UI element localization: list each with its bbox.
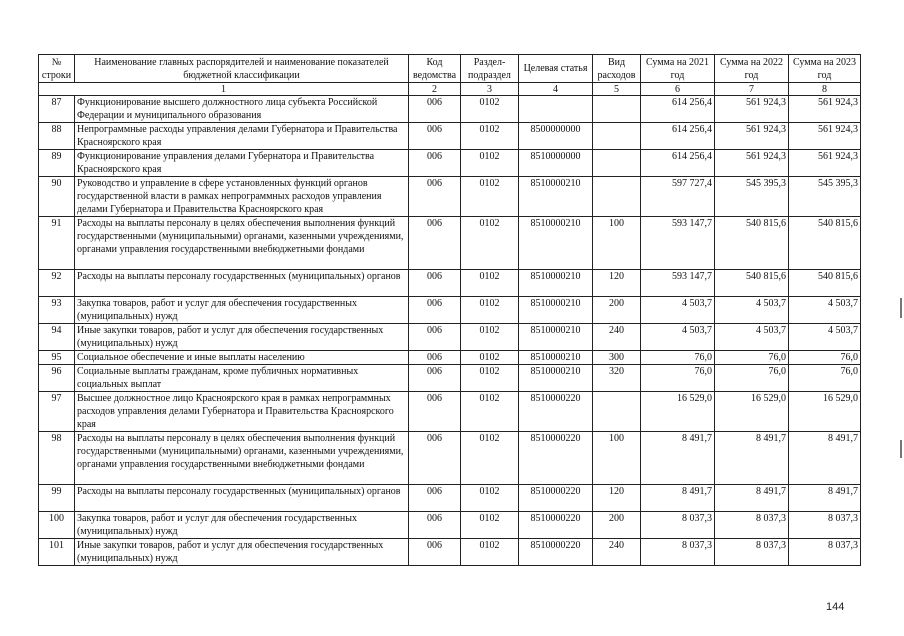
cell-sum-2022: 540 815,6 xyxy=(715,217,789,270)
cell-sum-2022: 4 503,7 xyxy=(715,297,789,324)
cell-name: Закупка товаров, работ и услуг для обеспечения государственных (муниципальных) нужд xyxy=(75,297,409,324)
table-header xyxy=(39,55,861,96)
cell-sum-2023: 4 503,7 xyxy=(789,297,861,324)
cell-row-no: 90 xyxy=(39,177,75,217)
cell-vr xyxy=(593,150,641,177)
cell-row-no: 98 xyxy=(39,432,75,485)
cell-name: Расходы на выплаты персоналу государственных (муниципальных) органов xyxy=(75,485,409,512)
cell-row-no: 96 xyxy=(39,365,75,392)
cell-vr xyxy=(593,392,641,432)
cell-razd: 0102 xyxy=(461,270,519,297)
cell-row-no: 99 xyxy=(39,485,75,512)
cell-ved: 006 xyxy=(409,324,461,351)
budget-table xyxy=(38,54,861,566)
cell-cs: 8510000210 xyxy=(519,351,593,365)
cell-row-no: 97 xyxy=(39,392,75,432)
cell-ved: 006 xyxy=(409,123,461,150)
cell-cs: 8510000220 xyxy=(519,539,593,566)
cell-sum-2022: 8 491,7 xyxy=(715,432,789,485)
cell-ved: 006 xyxy=(409,297,461,324)
cell-razd: 0102 xyxy=(461,150,519,177)
table-row xyxy=(39,539,861,566)
cell-row-no: 94 xyxy=(39,324,75,351)
cell-name: Закупка товаров, работ и услуг для обеспечения государственных (муниципальных) нужд xyxy=(75,512,409,539)
cell-sum-2021: 614 256,4 xyxy=(641,96,715,123)
cell-sum-2022: 76,0 xyxy=(715,351,789,365)
cell-cs: 8510000210 xyxy=(519,217,593,270)
header-name: Наименование главных распорядителей и наименование показателей бюджетной классификации xyxy=(75,55,409,83)
cell-name: Иные закупки товаров, работ и услуг для обеспечения государственных (муниципальных) нужд xyxy=(75,539,409,566)
cell-sum-2023: 16 529,0 xyxy=(789,392,861,432)
cell-name: Расходы на выплаты персоналу государственных (муниципальных) органов xyxy=(75,270,409,297)
table-row xyxy=(39,324,861,351)
cell-ved: 006 xyxy=(409,392,461,432)
cell-name: Социальные выплаты гражданам, кроме публичных нормативных социальных выплат xyxy=(75,365,409,392)
cell-sum-2022: 8 037,3 xyxy=(715,539,789,566)
cell-vr: 100 xyxy=(593,432,641,485)
cell-sum-2021: 4 503,7 xyxy=(641,297,715,324)
cell-row-no: 100 xyxy=(39,512,75,539)
cell-cs: 8510000210 xyxy=(519,270,593,297)
cell-row-no: 95 xyxy=(39,351,75,365)
cell-ved: 006 xyxy=(409,351,461,365)
cell-razd: 0102 xyxy=(461,351,519,365)
cell-row-no: 87 xyxy=(39,96,75,123)
cell-ved: 006 xyxy=(409,432,461,485)
table-row xyxy=(39,123,861,150)
cell-sum-2022: 4 503,7 xyxy=(715,324,789,351)
cell-vr xyxy=(593,96,641,123)
column-number: 1 xyxy=(39,83,409,96)
cell-sum-2022: 561 924,3 xyxy=(715,150,789,177)
cell-cs: 8510000210 xyxy=(519,297,593,324)
cell-sum-2022: 540 815,6 xyxy=(715,270,789,297)
cell-cs: 8510000210 xyxy=(519,324,593,351)
cell-ved: 006 xyxy=(409,150,461,177)
header-row-no: № строки xyxy=(39,55,75,83)
cell-sum-2023: 8 037,3 xyxy=(789,539,861,566)
column-number: 5 xyxy=(593,83,641,96)
cell-sum-2022: 76,0 xyxy=(715,365,789,392)
cell-sum-2021: 614 256,4 xyxy=(641,150,715,177)
cell-cs: 8510000220 xyxy=(519,392,593,432)
cell-cs: 8510000220 xyxy=(519,432,593,485)
cell-cs: 8510000210 xyxy=(519,177,593,217)
table-row xyxy=(39,512,861,539)
header-sum-2021: Сумма на 2021 год xyxy=(641,55,715,83)
cell-vr: 120 xyxy=(593,270,641,297)
cell-sum-2023: 76,0 xyxy=(789,365,861,392)
cell-sum-2021: 597 727,4 xyxy=(641,177,715,217)
cell-row-no: 88 xyxy=(39,123,75,150)
cell-ved: 006 xyxy=(409,217,461,270)
cell-sum-2022: 561 924,3 xyxy=(715,96,789,123)
cell-name: Иные закупки товаров, работ и услуг для обеспечения государственных (муниципальных) нужд xyxy=(75,324,409,351)
cell-cs: 8510000210 xyxy=(519,365,593,392)
page-number: 144 xyxy=(826,601,845,613)
cell-row-no: 101 xyxy=(39,539,75,566)
table-row xyxy=(39,365,861,392)
cell-name: Непрограммные расходы управления делами Губернатора и Правительства Красноярского края xyxy=(75,123,409,150)
cell-razd: 0102 xyxy=(461,96,519,123)
cell-vr: 300 xyxy=(593,351,641,365)
cell-cs: 8510000000 xyxy=(519,150,593,177)
cell-vr: 240 xyxy=(593,324,641,351)
cell-sum-2022: 545 395,3 xyxy=(715,177,789,217)
cell-sum-2022: 561 924,3 xyxy=(715,123,789,150)
column-number: 6 xyxy=(641,83,715,96)
cell-cs xyxy=(519,96,593,123)
cell-vr: 200 xyxy=(593,512,641,539)
table-row xyxy=(39,270,861,297)
cell-razd: 0102 xyxy=(461,512,519,539)
cell-cs: 8500000000 xyxy=(519,123,593,150)
cell-sum-2023: 540 815,6 xyxy=(789,270,861,297)
cell-vr xyxy=(593,177,641,217)
column-number: 3 xyxy=(461,83,519,96)
cell-vr: 120 xyxy=(593,485,641,512)
header-vr: Вид расходов xyxy=(593,55,641,83)
cell-razd: 0102 xyxy=(461,123,519,150)
cell-name: Руководство и управление в сфере установленных функций органов государственной власти в рамках непрограммных расходов управления делами Губернатора и Правительства Красноярского края xyxy=(75,177,409,217)
cell-ved: 006 xyxy=(409,512,461,539)
table-row xyxy=(39,150,861,177)
table-row xyxy=(39,392,861,432)
cell-name: Расходы на выплаты персоналу в целях обеспечения выполнения функций государственными (муниципальными) органами, казенными учреждениями, органами управления государственными внебюджетными фондами xyxy=(75,432,409,485)
cell-sum-2022: 8 491,7 xyxy=(715,485,789,512)
cell-razd: 0102 xyxy=(461,392,519,432)
cell-razd: 0102 xyxy=(461,485,519,512)
cell-sum-2021: 593 147,7 xyxy=(641,270,715,297)
cell-sum-2021: 16 529,0 xyxy=(641,392,715,432)
cell-sum-2021: 8 037,3 xyxy=(641,512,715,539)
cell-name: Функционирование управления делами Губернатора и Правительства Красноярского края xyxy=(75,150,409,177)
cell-sum-2023: 561 924,3 xyxy=(789,150,861,177)
table-row xyxy=(39,96,861,123)
cell-row-no: 91 xyxy=(39,217,75,270)
cell-name: Расходы на выплаты персоналу в целях обеспечения выполнения функций государственными (муниципальными) органами, казенными учреждениями, органами управления государственными внебюджетными фондами xyxy=(75,217,409,270)
cell-sum-2023: 545 395,3 xyxy=(789,177,861,217)
column-number: 7 xyxy=(715,83,789,96)
table-row xyxy=(39,351,861,365)
cell-vr: 240 xyxy=(593,539,641,566)
cell-sum-2021: 76,0 xyxy=(641,351,715,365)
column-number: 8 xyxy=(789,83,861,96)
cell-sum-2021: 76,0 xyxy=(641,365,715,392)
cell-ved: 006 xyxy=(409,177,461,217)
header-ved: Код ведомства xyxy=(409,55,461,83)
cell-ved: 006 xyxy=(409,539,461,566)
cell-sum-2021: 4 503,7 xyxy=(641,324,715,351)
cell-vr: 100 xyxy=(593,217,641,270)
cell-razd: 0102 xyxy=(461,324,519,351)
table-row xyxy=(39,297,861,324)
cell-cs: 8510000220 xyxy=(519,485,593,512)
cell-razd: 0102 xyxy=(461,365,519,392)
cell-vr: 200 xyxy=(593,297,641,324)
cell-row-no: 93 xyxy=(39,297,75,324)
header-sum-2022: Сумма на 2022 год xyxy=(715,55,789,83)
cell-ved: 006 xyxy=(409,485,461,512)
cell-sum-2023: 8 037,3 xyxy=(789,512,861,539)
cell-razd: 0102 xyxy=(461,432,519,485)
cell-sum-2023: 561 924,3 xyxy=(789,96,861,123)
scan-edge-mark xyxy=(900,440,902,458)
cell-ved: 006 xyxy=(409,270,461,297)
cell-vr: 320 xyxy=(593,365,641,392)
cell-sum-2023: 561 924,3 xyxy=(789,123,861,150)
cell-sum-2021: 614 256,4 xyxy=(641,123,715,150)
cell-sum-2023: 4 503,7 xyxy=(789,324,861,351)
table-row xyxy=(39,217,861,270)
cell-row-no: 89 xyxy=(39,150,75,177)
cell-ved: 006 xyxy=(409,365,461,392)
table-row xyxy=(39,177,861,217)
cell-row-no: 92 xyxy=(39,270,75,297)
cell-razd: 0102 xyxy=(461,297,519,324)
cell-name: Функционирование высшего должностного лица субъекта Российской Федерации и муниципального образования xyxy=(75,96,409,123)
scan-edge-mark xyxy=(900,298,902,318)
cell-sum-2023: 76,0 xyxy=(789,351,861,365)
table-row xyxy=(39,432,861,485)
cell-sum-2021: 8 491,7 xyxy=(641,432,715,485)
column-number: 4 xyxy=(519,83,593,96)
cell-razd: 0102 xyxy=(461,539,519,566)
header-razd: Раздел-подраздел xyxy=(461,55,519,83)
table-row xyxy=(39,485,861,512)
cell-sum-2021: 8 037,3 xyxy=(641,539,715,566)
header-sum-2023: Сумма на 2023 год xyxy=(789,55,861,83)
cell-vr xyxy=(593,123,641,150)
cell-ved: 006 xyxy=(409,96,461,123)
cell-name: Социальное обеспечение и иные выплаты населению xyxy=(75,351,409,365)
cell-razd: 0102 xyxy=(461,177,519,217)
cell-sum-2023: 540 815,6 xyxy=(789,217,861,270)
cell-sum-2021: 593 147,7 xyxy=(641,217,715,270)
cell-sum-2023: 8 491,7 xyxy=(789,432,861,485)
cell-sum-2022: 16 529,0 xyxy=(715,392,789,432)
cell-name: Высшее должностное лицо Красноярского края в рамках непрограммных расходов управления делами Губернатора и Правительства Красноярского края xyxy=(75,392,409,432)
cell-razd: 0102 xyxy=(461,217,519,270)
cell-cs: 8510000220 xyxy=(519,512,593,539)
column-numbers-row xyxy=(39,83,861,96)
table-body xyxy=(39,96,861,566)
cell-sum-2022: 8 037,3 xyxy=(715,512,789,539)
header-cs: Целевая статья xyxy=(519,55,593,83)
column-number: 2 xyxy=(409,83,461,96)
cell-sum-2021: 8 491,7 xyxy=(641,485,715,512)
cell-sum-2023: 8 491,7 xyxy=(789,485,861,512)
